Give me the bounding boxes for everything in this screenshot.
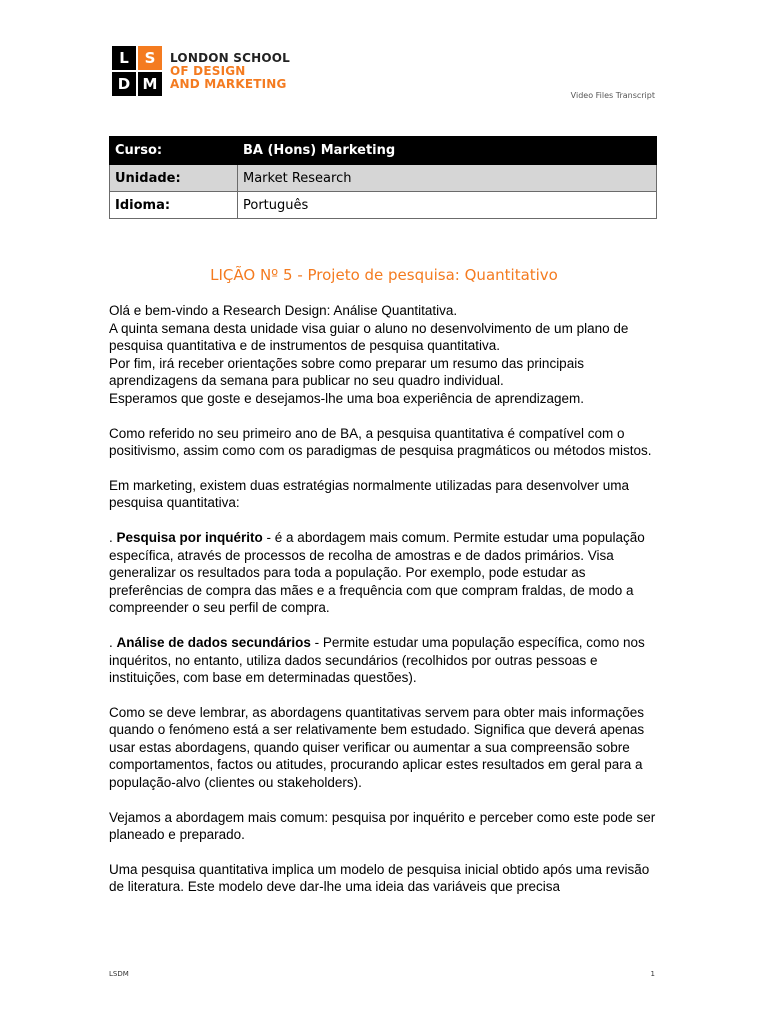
lesson-title: LIÇÃO Nº 5 - Projeto de pesquisa: Quantitativo (210, 266, 558, 284)
course-label: Curso: (110, 137, 238, 165)
survey-text: - é a abordagem mais comum. Permite estudar uma população específica, através de processos de recolha de amostras e de dados primários. Visa generalizar os resultados para toda a população. Por exemplo, pode estudar as preferências de compra das mães e a frequência com que compram fraldas, de modo a compreender o seu perfil de compra. (109, 529, 645, 616)
logo-letter-d: D (112, 72, 136, 96)
survey-term: Pesquisa por inquérito (116, 529, 263, 545)
survey-bullet: . (109, 529, 117, 545)
intro-line-3: Por fim, irá receber orientações sobre como preparar um resumo das principais aprendizagens da semana para publicar no seu quadro individual. (109, 355, 584, 389)
logo-wordmark (170, 52, 290, 91)
survey-approach-paragraph: Vejamos a abordagem mais comum: pesquisa por inquérito e perceber como este pode ser planeado e preparado. (109, 809, 656, 843)
logo-line-2: OF DESIGN (170, 64, 246, 78)
positivism-paragraph: Como referido no seu primeiro ano de BA, a pesquisa quantitativa é compatível com o positivismo, assim como com os paradigmas de pesquisa pragmáticos ou métodos mistos. (109, 425, 652, 459)
intro-line-4: Esperamos que goste e desejamos-lhe uma boa experiência de aprendizagem. (109, 390, 585, 406)
logo-letter-grid (112, 46, 162, 96)
unit-row (110, 165, 657, 192)
logo-line-3: AND MARKETING (170, 77, 287, 91)
logo-line-1: LONDON SCHOOL (170, 51, 290, 65)
secondary-bullet: . (109, 634, 117, 650)
course-row (110, 137, 657, 165)
secondary-text: - Permite estudar uma população específica, como nos inquéritos, no entanto, utiliza dados secundários (recolhidos por outras pessoas e instituições, com base em determinadas questões). (109, 634, 645, 686)
course-info-table (109, 136, 657, 219)
document-type-label: Video Files Transcript (570, 91, 655, 100)
lsdm-logo (112, 46, 290, 96)
intro-line-1: Olá e bem-vindo a Research Design: Análise Quantitativa. (109, 303, 458, 318)
logo-letter-m: M (138, 72, 162, 96)
quantitative-purpose-paragraph: Como se deve lembrar, as abordagens quantitativas servem para obter mais informações quando o fenómeno está a ser relativamente bem estudado. Significa que deverá apenas usar estas abordagens, quando quiser verificar ou aumentar a sua compreensão sobre comportamentos, factos ou atitudes, procurando aplicar estes resultados em geral para a população-alvo (clientes ou stakeholders). (109, 704, 645, 791)
logo-letter-s: S (138, 46, 162, 70)
research-model-paragraph: Uma pesquisa quantitativa implica um modelo de pesquisa inicial obtido após uma revisão de literatura. Este modelo deve dar-lhe uma ideia das variáveis que precisa (109, 861, 650, 895)
logo-letter-l: L (112, 46, 136, 70)
secondary-data-paragraph (109, 634, 661, 687)
lesson-body (109, 302, 661, 913)
secondary-term: Análise de dados secundários (116, 634, 311, 650)
intro-line-2: A quinta semana desta unidade visa guiar o aluno no desenvolvimento de um plano de pesquisa quantitativa e de instrumentos de pesquisa quantitativa. (109, 320, 629, 354)
language-row (110, 192, 657, 219)
unit-value: Market Research (238, 165, 657, 192)
unit-label: Unidade: (110, 165, 238, 192)
course-value: BA (Hons) Marketing (238, 137, 657, 165)
intro-paragraph (109, 302, 661, 408)
footer-brand: LSDM (109, 970, 129, 978)
language-label: Idioma: (110, 192, 238, 219)
page-number: 1 (650, 970, 655, 978)
strategies-paragraph: Em marketing, existem duas estratégias normalmente utilizadas para desenvolver uma pesquisa quantitativa: (109, 477, 629, 511)
language-value: Português (238, 192, 657, 219)
survey-paragraph (109, 529, 661, 617)
